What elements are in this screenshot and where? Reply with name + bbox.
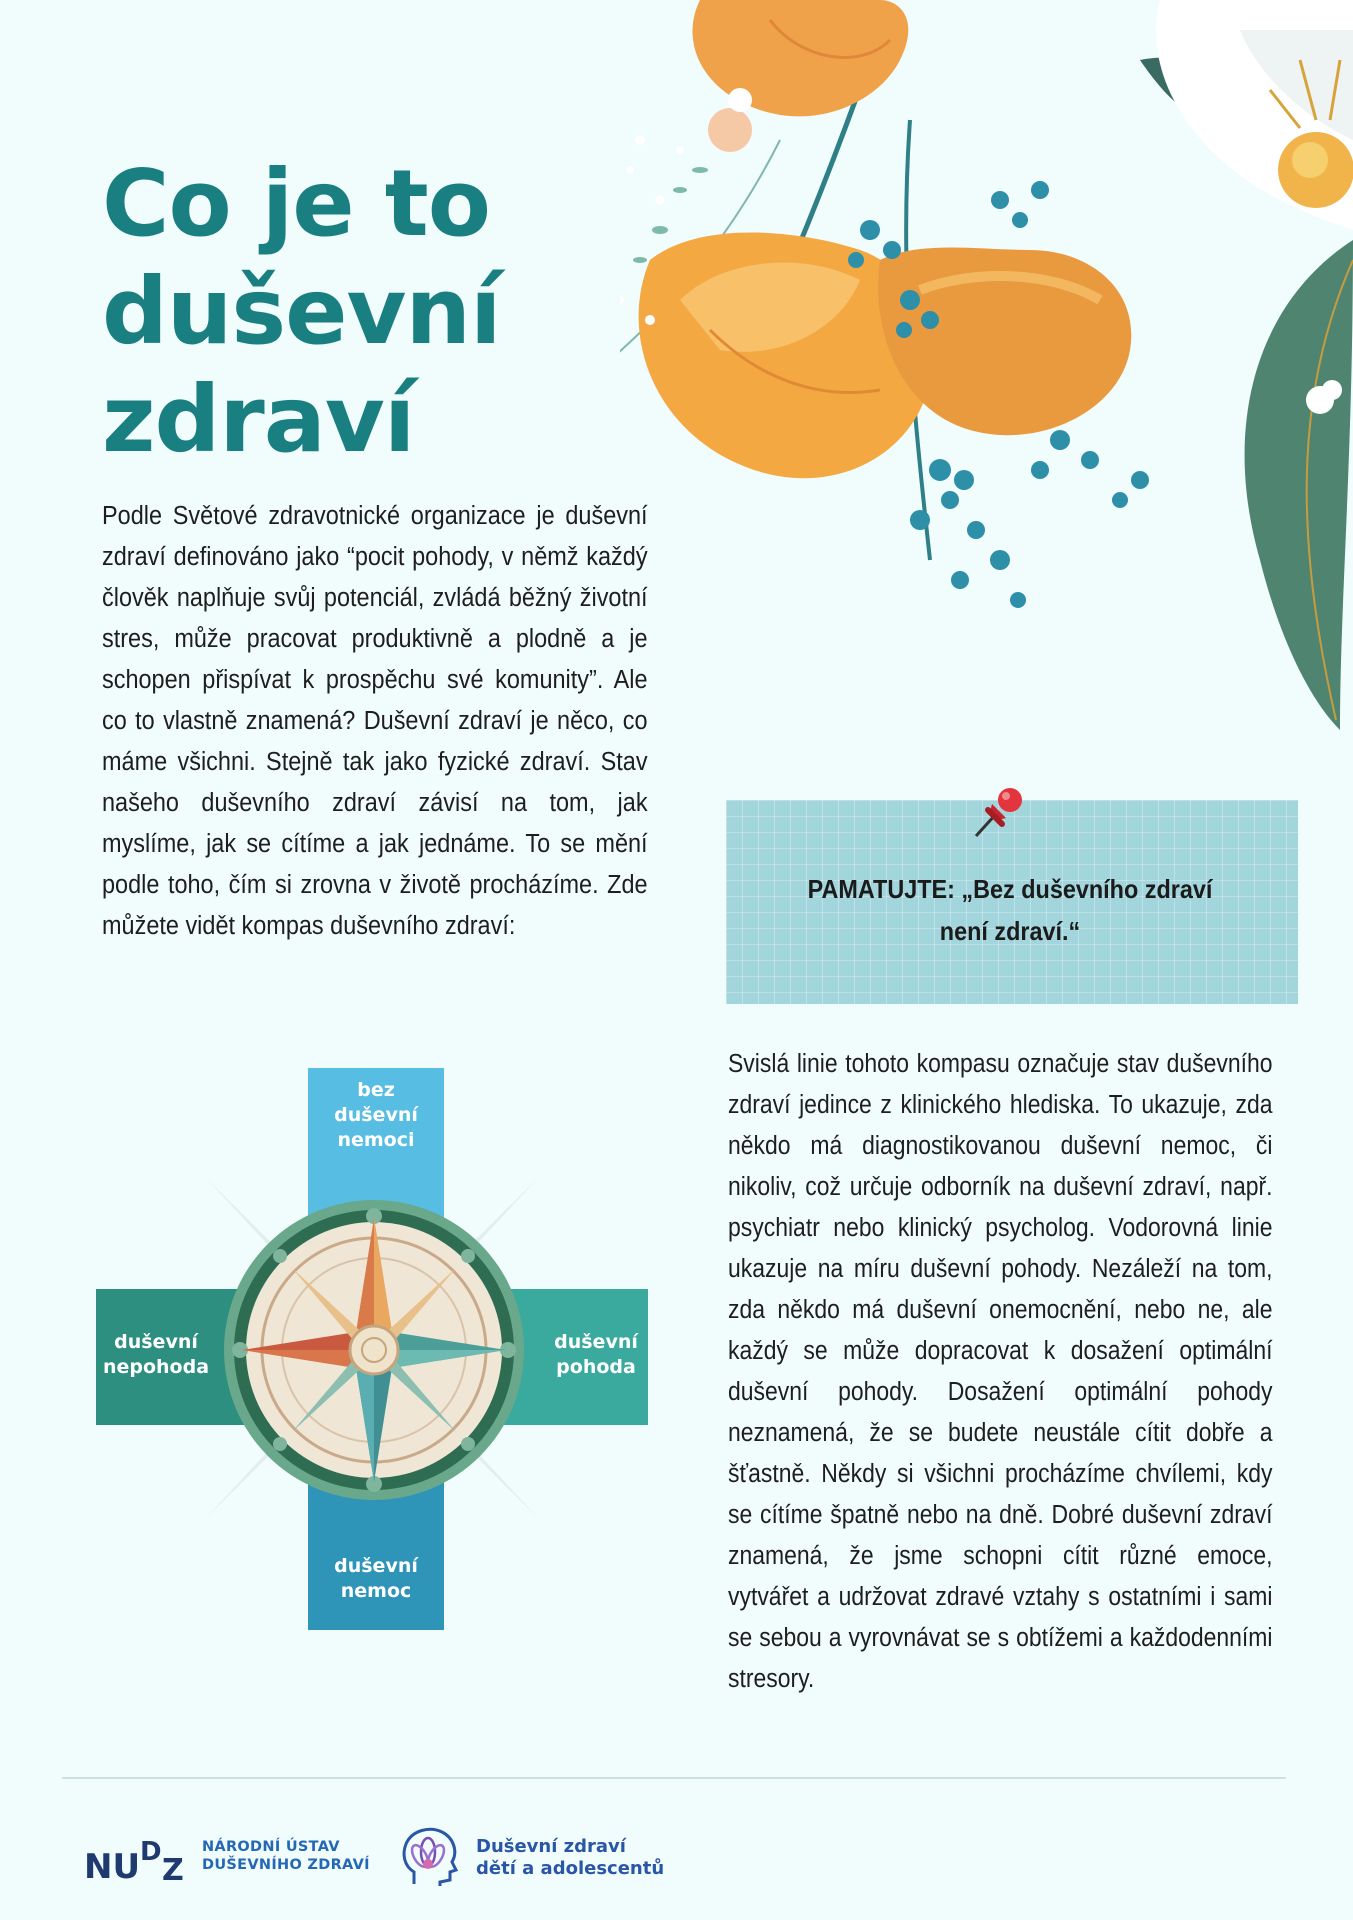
note-line-1: PAMATUJTE: „Bez duševního zdraví <box>807 874 1213 904</box>
note-line-2: není zdraví.“ <box>939 916 1081 946</box>
dz-line-1: Duševní zdraví <box>476 1836 626 1857</box>
compass-top-line1: bez <box>357 1079 395 1101</box>
floral-illustration <box>620 0 1353 740</box>
compass-bottom-line1: duševní <box>334 1555 418 1577</box>
page-title: Co je to duševní zdraví <box>102 150 501 473</box>
compass-left-line2: nepohoda <box>102 1356 210 1378</box>
compass-left-line1: duševní <box>114 1331 198 1353</box>
svg-text:Z: Z <box>162 1853 184 1886</box>
compass-label-bottom <box>308 1554 444 1604</box>
nudz-institute-name <box>202 1838 370 1874</box>
dz-project-name <box>476 1836 664 1880</box>
pushpin-icon <box>966 780 1030 844</box>
compass-label-right <box>536 1330 656 1380</box>
intro-paragraph: Podle Světové zdravotnické organizace je duševní zdraví definováno jako “pocit pohody, v němž každý člověk naplňuje svůj potenciál, zvládá běžný životní stres, může pracovat produktivně a plodně a je schopen přispívat k prospěchu své komunity”. Ale co to vlastně znamená? Duševní zdraví je něco, co máme všichni. Stejně tak jako fyzické zdraví. Stav našeho duševního zdraví závisí na tom, jak myslíme, jak se cítíme a jak jednáme. To se mění podle toho, čím si zrovna v životě procházíme. Zde můžete vidět kompas duševního zdraví: <box>102 502 648 940</box>
compass-top-line3: nemoci <box>337 1129 415 1151</box>
compass-bottom-line2: nemoc <box>340 1580 412 1602</box>
dz-line-2: dětí a adolescentů <box>476 1858 665 1879</box>
compass-top-line2: duševní <box>334 1104 418 1126</box>
footer-divider <box>62 1777 1286 1779</box>
compass-right-line1: duševní <box>554 1331 638 1353</box>
svg-text:NU: NU <box>84 1847 141 1886</box>
body-paragraph: Svislá linie tohoto kompasu označuje stav duševního zdraví jedince z klinického hlediska. To ukazuje, zda někdo má diagnostikovanou duševní nemoc, či nikoliv, což určuje odborník na duševní zdraví, např. psychiatr nebo klinický psycholog. Vodorovná linie ukazuje na míru duševní pohody. Nezáleží na tom, zda někdo má duševní onemocnění, nebo ne, ale každý se může dopracovat k dosažení optimální duševní pohody. Dosažení optimální pohody neznamená, že se budete neustále cítit dobře a šťastně. Někdy si všichni procházíme chvílemi, kdy se cítíme špatně nebo na dně. Dobré duševní zdraví znamená, že jsme schopni cítit různé emoce, vytvářet a udržovat zdravé vztahy s ostatními i sami se sebou a vyrovnávat se s obtížemi a každodenními stresory. <box>728 1050 1273 1693</box>
compass-label-top <box>308 1078 444 1153</box>
compass-label-left <box>96 1330 216 1380</box>
nudz-line-2: DUŠEVNÍHO ZDRAVÍ <box>202 1857 370 1873</box>
nudz-line-1: NÁRODNÍ ÚSTAV <box>202 1839 340 1855</box>
nudz-logo <box>84 1830 194 1886</box>
head-brain-logo-icon <box>400 1824 460 1888</box>
compass-right-line2: pohoda <box>556 1356 636 1378</box>
svg-text:D: D <box>140 1837 162 1867</box>
remember-note-text <box>785 868 1235 952</box>
